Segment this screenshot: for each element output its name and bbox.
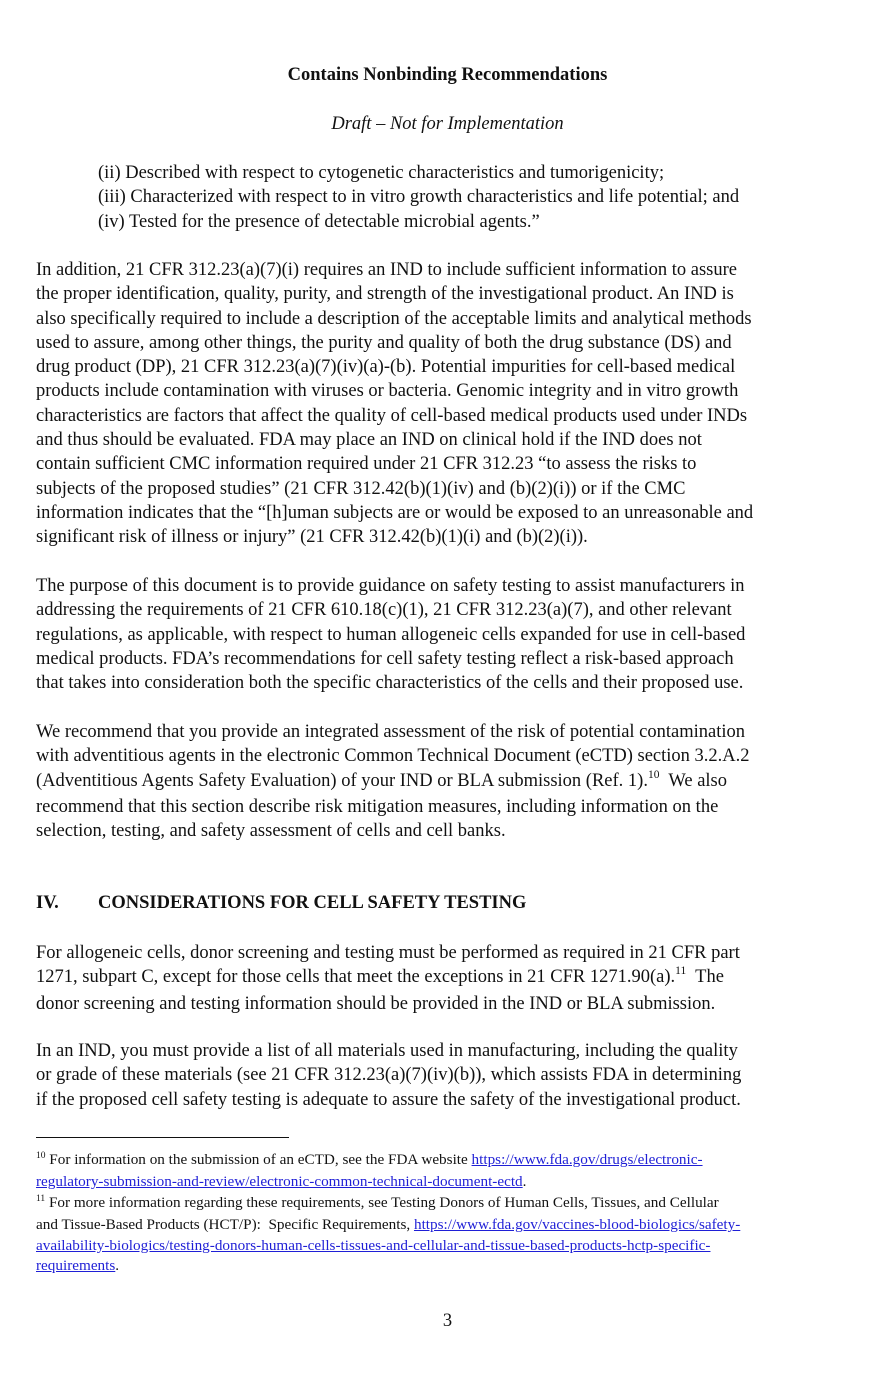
list-item: (ii) Described with respect to cytogenetic characteristics and tumorigenicity;: [98, 163, 665, 183]
text-line: [36, 965, 866, 991]
text-line: subjects of the proposed studies” (21 CFR 312.42(b)(1)(iv) and (b)(2)(i)) or if the CMC: [36, 478, 686, 499]
footnote-ref-11[interactable]: 11: [675, 965, 687, 978]
text-segment: (Adventitious Agents Safety Evaluation) of your IND or BLA submission (Ref. 1).: [36, 770, 648, 791]
text-line: [36, 769, 866, 795]
list-item: (iii) Characterized with respect to in vitro growth characteristics and life potential; and: [98, 187, 740, 208]
text-line: recommend that this section describe risk mitigation measures, including information on the: [36, 796, 719, 817]
footnote-11-link[interactable]: https://www.fda.gov/vaccines-blood-biologics/safety-: [413, 1216, 741, 1234]
footnote-11-cont: [36, 1256, 866, 1276]
paragraph-recommendation: [36, 720, 866, 843]
text-line: The purpose of this document is to provide guidance on safety testing to assist manufacturers in: [36, 576, 745, 596]
footnote-text: For more information regarding these requirements, see Testing Donors of Human Cells, Tissues, and Cellular: [45, 1193, 719, 1211]
text-line: In an IND, you must provide a list of all materials used in manufacturing, including the quality: [36, 1041, 738, 1061]
text-line: or grade of these materials (see 21 CFR 312.23(a)(7)(iv)(b)), which assists FDA in determining: [36, 1065, 742, 1086]
footnote-separator: [36, 1137, 289, 1138]
text-line: contain sufficient CMC information required under 21 CFR 312.23 “to assess the risks to: [36, 454, 697, 475]
text-line: used to assure, among other things, the purity and quality of both the drug substance (DS) and: [36, 332, 732, 353]
section-heading: [36, 893, 526, 914]
text-line: if the proposed cell safety testing is adequate to assure the safety of the investigational product.: [36, 1089, 741, 1110]
text-line: information indicates that the “[h]uman subjects are or would be exposed to an unreasonable and: [36, 502, 754, 523]
text-line: For allogeneic cells, donor screening and testing must be performed as required in 21 CFR part: [36, 943, 740, 963]
text-line: products include contamination with viruses or bacteria. Genomic integrity and in vitro growth: [36, 381, 739, 402]
text-line: In addition, 21 CFR 312.23(a)(7)(i) requires an IND to include sufficient information to assure: [36, 260, 737, 280]
list-item: (iv) Tested for the presence of detectable microbial agents.”: [98, 211, 540, 232]
page-number: 3: [442, 1311, 453, 1331]
footnote-number: 10: [36, 1151, 46, 1161]
footnote-text: For information on the submission of an eCTD, see the FDA website: [45, 1151, 472, 1168]
text-segment: 1271, subpart C, except for those cells that meet the exceptions in 21 CFR 1271.90(a).: [36, 967, 676, 988]
footnotes: [36, 1150, 866, 1276]
header-draft-notice: Draft – Not for Implementation: [331, 114, 564, 134]
footnote-11: [36, 1193, 866, 1215]
text-line: the proper identification, quality, purity, and strength of the investigational product. An IND is: [36, 284, 734, 305]
text-segment: The: [686, 967, 724, 988]
text-line: medical products. FDA’s recommendations for cell safety testing reflect a risk-based approach: [36, 648, 734, 669]
footnote-10: [36, 1150, 866, 1172]
text-line: drug product (DP), 21 CFR 312.23(a)(7)(iv)(a)-(b). Potential impurities for cell-based medical: [36, 357, 736, 378]
footnote-11-cont: [36, 1236, 866, 1256]
text-line: addressing the requirements of 21 CFR 610.18(c)(1), 21 CFR 312.23(a)(7), and other relevant: [36, 600, 732, 621]
footnote-ref-10[interactable]: 10: [647, 768, 660, 781]
requirements-list: [98, 161, 878, 234]
text-line: regulations, as applicable, with respect to human allogeneic cells expanded for use in cell-based: [36, 624, 746, 645]
footnote-11-link-cont[interactable]: availability-biologics/testing-donors-human-cells-tissues-and-cellular-and-tissue-based-products-hctp-specific-: [36, 1236, 711, 1254]
text-line: donor screening and testing information should be provided in the IND or BLA submission.: [36, 993, 716, 1014]
footnote-10-link-cont[interactable]: regulatory-submission-and-review/electronic-common-technical-document-ectd: [36, 1173, 523, 1191]
text-line: characteristics are factors that affect the quality of cell-based medical products used under INDs: [36, 405, 748, 426]
footnote-text: and Tissue-Based Products (HCT/P): Specific Requirements,: [36, 1216, 414, 1234]
paragraph-materials: [36, 1039, 866, 1112]
punctuation: .: [115, 1257, 120, 1275]
footnote-11-cont: [36, 1215, 866, 1235]
text-line: also specifically required to include a description of the acceptable limits and analytical methods: [36, 308, 752, 329]
footnote-10-link[interactable]: https://www.fda.gov/drugs/electronic-: [471, 1151, 703, 1168]
text-line: and thus should be evaluated. FDA may place an IND on clinical hold if the IND does not: [36, 430, 702, 451]
paragraph-ind-requirements: [36, 258, 866, 550]
paragraph-donor-screening: [36, 941, 866, 1016]
text-segment: We also: [659, 770, 728, 791]
section-number: IV.: [36, 893, 59, 913]
header-title: Contains Nonbinding Recommendations: [287, 65, 608, 85]
punctuation: .: [522, 1173, 527, 1191]
footnote-number: 11: [36, 1193, 46, 1204]
text-line: that takes into consideration both the specific characteristics of the cells and their proposed use.: [36, 673, 744, 694]
text-line: selection, testing, and safety assessment of cells and cell banks.: [36, 821, 506, 842]
footnote-10-cont: [36, 1172, 866, 1192]
section-title: CONSIDERATIONS FOR CELL SAFETY TESTING: [98, 893, 527, 913]
paragraph-purpose: [36, 574, 866, 695]
text-line: We recommend that you provide an integrated assessment of the risk of potential contamination: [36, 722, 746, 742]
footnote-11-link-cont[interactable]: requirements: [36, 1257, 116, 1275]
text-line: with adventitious agents in the electronic Common Technical Document (eCTD) section 3.2.A.2: [36, 746, 750, 767]
text-line: significant risk of illness or injury” (21 CFR 312.42(b)(1)(i) and (b)(2)(i)).: [36, 527, 588, 548]
